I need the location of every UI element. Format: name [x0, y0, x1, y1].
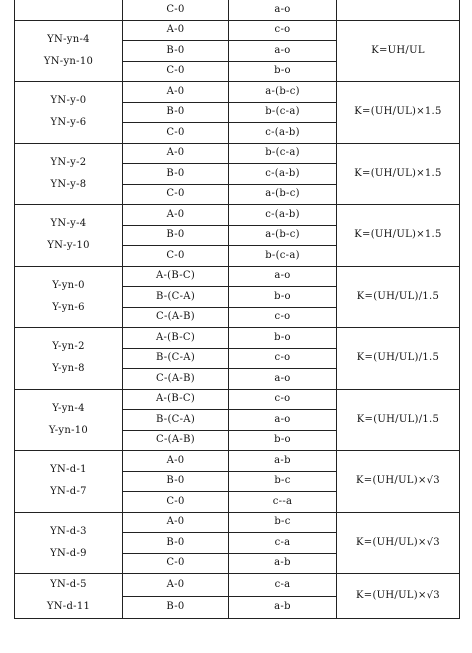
group-name: YN-y-8 — [50, 178, 87, 190]
connection-group-table — [14, 0, 460, 619]
table-row — [15, 0, 460, 20]
group-name: YN-y-4 — [50, 218, 87, 230]
reference-cell: A-0 — [123, 512, 229, 533]
reference-cell: A-(B-C) — [123, 266, 229, 287]
reference-cell: C-(A-B) — [123, 307, 229, 328]
table-row — [15, 82, 460, 103]
table-row — [15, 451, 460, 472]
group-name-cell — [15, 574, 123, 619]
group-name-cell — [15, 82, 123, 144]
group-name: YN-d-7 — [50, 486, 87, 498]
reference-cell: B-(C-A) — [123, 348, 229, 369]
reference-cell: B-0 — [123, 164, 229, 185]
code-cell: b-o — [229, 430, 337, 451]
k-formula-cell: K=(UH/UL)/1.5 — [337, 266, 460, 328]
table-row — [15, 389, 460, 410]
code-cell: b-(c-a) — [229, 102, 337, 123]
reference-cell: B-0 — [123, 225, 229, 246]
group-name: YN-y-2 — [50, 156, 87, 168]
code-cell: a-(b-c) — [229, 82, 337, 103]
reference-cell: B-0 — [123, 533, 229, 554]
code-cell: c-a — [229, 574, 337, 597]
reference-cell: A-(B-C) — [123, 389, 229, 410]
group-name-cell — [15, 266, 123, 328]
reference-cell: B-0 — [123, 102, 229, 123]
table-row — [15, 328, 460, 349]
table-row — [15, 574, 460, 597]
code-cell: c-(a-b) — [229, 205, 337, 226]
connection-table-container — [14, 0, 459, 619]
k-formula-cell: K=(UH/UL)/1.5 — [337, 328, 460, 390]
group-name-cell — [15, 451, 123, 513]
group-name: Y-yn-8 — [52, 363, 85, 375]
reference-cell: C-0 — [123, 0, 229, 20]
k-formula-cell: K=(UH/UL)×1.5 — [337, 205, 460, 267]
reference-cell: B-(C-A) — [123, 287, 229, 308]
group-name: YN-yn-10 — [43, 55, 94, 67]
code-cell: b-o — [229, 328, 337, 349]
k-formula-cell: K=(UH/UL)/1.5 — [337, 389, 460, 451]
code-cell: c-o — [229, 348, 337, 369]
group-name: YN-y-6 — [50, 117, 87, 129]
group-name: YN-d-5 — [50, 579, 87, 590]
reference-cell: C-0 — [123, 553, 229, 574]
code-cell: c-a — [229, 533, 337, 554]
group-name: YN-y-0 — [50, 95, 87, 107]
reference-cell: A-0 — [123, 82, 229, 103]
reference-cell: C-(A-B) — [123, 430, 229, 451]
table-body — [15, 0, 460, 619]
group-name-cell — [15, 205, 123, 267]
code-cell: c--a — [229, 492, 337, 513]
table-row — [15, 20, 460, 41]
reference-cell: B-(C-A) — [123, 410, 229, 431]
code-cell: c-o — [229, 20, 337, 41]
code-cell: c-(a-b) — [229, 164, 337, 185]
k-cell — [337, 0, 460, 20]
group-name: YN-y-10 — [47, 240, 90, 252]
group-name: Y-yn-2 — [52, 341, 85, 353]
reference-cell: C-0 — [123, 492, 229, 513]
reference-cell: C-(A-B) — [123, 369, 229, 390]
group-name: YN-yn-4 — [47, 33, 90, 45]
code-cell: b-c — [229, 512, 337, 533]
k-formula-cell: K=(UH/UL)×1.5 — [337, 143, 460, 205]
code-cell: a-b — [229, 553, 337, 574]
group-name-cell — [15, 143, 123, 205]
k-formula-cell: K=(UH/UL)×√3 — [337, 574, 460, 619]
reference-cell: A-(B-C) — [123, 328, 229, 349]
code-cell: a-o — [229, 0, 337, 20]
reference-cell: B-0 — [123, 471, 229, 492]
code-cell: b-c — [229, 471, 337, 492]
code-cell: a-o — [229, 266, 337, 287]
reference-cell: A-0 — [123, 20, 229, 41]
k-formula-cell: K=UH/UL — [337, 20, 460, 82]
code-cell: a-b — [229, 596, 337, 619]
group-name: Y-yn-0 — [52, 279, 85, 291]
reference-cell: A-0 — [123, 574, 229, 597]
reference-cell: C-0 — [123, 61, 229, 82]
group-name: YN-d-1 — [50, 464, 87, 476]
code-cell: b-(c-a) — [229, 246, 337, 267]
code-cell: a-o — [229, 369, 337, 390]
code-cell: a-o — [229, 410, 337, 431]
code-cell: a-b — [229, 451, 337, 472]
code-cell: a-(b-c) — [229, 225, 337, 246]
group-name: YN-d-11 — [46, 601, 91, 612]
code-cell: b-(c-a) — [229, 143, 337, 164]
reference-cell: C-0 — [123, 123, 229, 144]
reference-cell: A-0 — [123, 205, 229, 226]
group-name-cell — [15, 389, 123, 451]
code-cell: b-o — [229, 61, 337, 82]
code-cell: c-(a-b) — [229, 123, 337, 144]
code-cell: a-(b-c) — [229, 184, 337, 205]
reference-cell: A-0 — [123, 143, 229, 164]
code-cell: b-o — [229, 287, 337, 308]
group-name: Y-yn-10 — [48, 424, 89, 436]
k-formula-cell: K=(UH/UL)×√3 — [337, 451, 460, 513]
reference-cell: A-0 — [123, 451, 229, 472]
table-row — [15, 205, 460, 226]
k-formula-cell: K=(UH/UL)×1.5 — [337, 82, 460, 144]
code-cell: a-o — [229, 41, 337, 62]
reference-cell: C-0 — [123, 246, 229, 267]
group-name-cell — [15, 0, 123, 20]
group-name-cell — [15, 512, 123, 574]
group-name-cell — [15, 328, 123, 390]
k-formula-cell: K=(UH/UL)×√3 — [337, 512, 460, 574]
group-name-cell — [15, 20, 123, 82]
group-name: YN-d-3 — [50, 525, 87, 537]
reference-cell: C-0 — [123, 184, 229, 205]
table-row — [15, 266, 460, 287]
group-name: YN-d-9 — [50, 547, 87, 559]
group-name: Y-yn-4 — [52, 402, 85, 414]
table-row — [15, 143, 460, 164]
table-row — [15, 512, 460, 533]
code-cell: c-o — [229, 307, 337, 328]
code-cell: c-o — [229, 389, 337, 410]
reference-cell: B-0 — [123, 596, 229, 619]
reference-cell: B-0 — [123, 41, 229, 62]
group-name: Y-yn-6 — [52, 301, 85, 313]
